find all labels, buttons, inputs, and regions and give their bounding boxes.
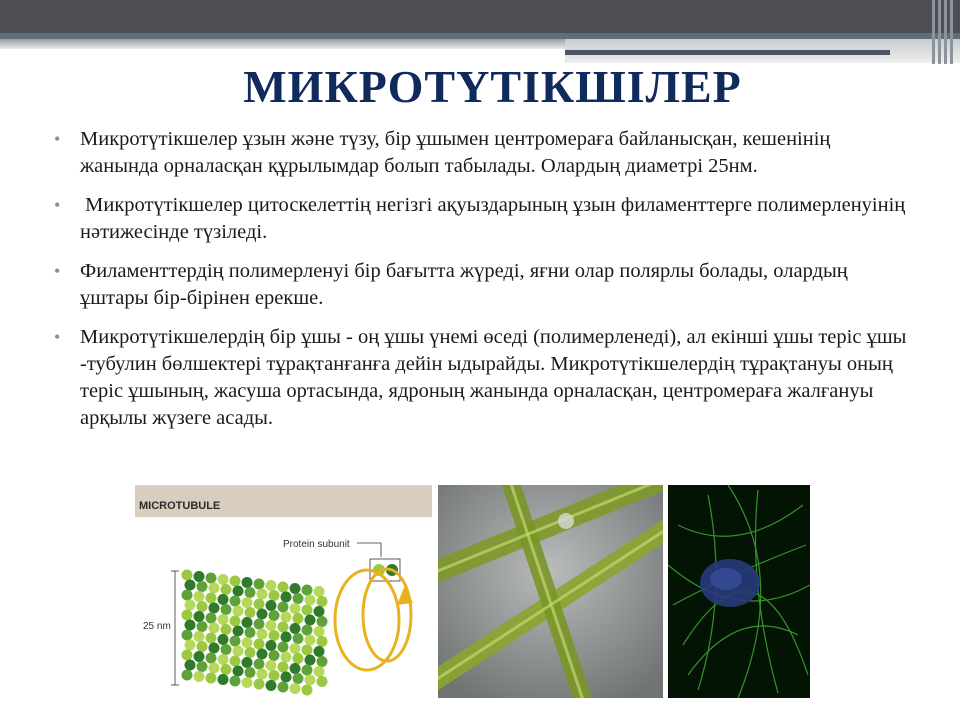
subunit [314,626,325,637]
subunit [206,613,217,624]
subunit [194,671,205,682]
subunit [314,666,325,677]
subunit [317,636,328,647]
subunit [185,620,196,631]
subunit [305,655,316,666]
bullet-item [50,324,910,432]
subunit [269,670,280,681]
bullet-text: Микротүтікшелердің бір ұшы - оң ұшы үнемі өседі (полимерленеді), ал екінші ұшы теріс ұшы -тубулин бөлшектері тұрақтанғанға дейін ыдырайды. Микротүтікшелердің тұрақтануы оның теріс ұшының, жасуша ортасында, ядроның жанында орналасқан, центромераға жалғануы арқылы жүзеге асады. [80,326,907,429]
bullet-text: Микротүтікшелер ұзын және түзу, бір ұшымен центромераға байланысқан, кешенінің жанында орналасқан құрылымдар болып табылады. Олардың диаметрі 25нм. [80,128,831,177]
subunit [317,656,328,667]
subunit [302,625,313,636]
slide-title: МИКРОТҮТІКШІЛЕР [243,61,742,112]
subunit [194,631,205,642]
subunit [221,624,232,635]
subunit [194,651,205,662]
subunit [269,590,280,601]
bullet-list [50,126,910,444]
subunit [206,573,217,584]
bullet-icon: • [54,327,61,347]
subunit [305,675,316,686]
subunit [242,637,253,648]
subunit [302,585,313,596]
subunit [218,634,229,645]
subunit [197,581,208,592]
subunit [290,583,301,594]
subunit [197,601,208,612]
subunit [194,591,205,602]
subunit [290,663,301,674]
subunit [278,622,289,633]
subunit [293,653,304,664]
bullet-text: Филаменттердің полимерленуі бір бағытта жүреді, яғни олар полярлы болады, олардың ұштары бір-бірінен ерекше. [80,260,848,309]
subunit [317,616,328,627]
subunit [302,645,313,656]
subunit [278,582,289,593]
subunit [218,674,229,685]
subunit [266,640,277,651]
subunit [194,571,205,582]
subunit [278,662,289,673]
subunit [305,615,316,626]
subunit [254,619,265,630]
diagram-header: MICROTUBULE [139,500,221,512]
subunit [233,626,244,637]
subunit [254,659,265,670]
subunit [245,647,256,658]
decorative-vertical-bars [932,0,958,64]
subunit [317,676,328,687]
subunit [314,646,325,657]
subunit [218,654,229,665]
subunit [257,609,268,620]
subunit [206,633,217,644]
subunit [254,679,265,690]
subunit [221,664,232,675]
diagram-subunit-label: Protein subunit [283,539,350,550]
subunit [230,636,241,647]
subunit [266,680,277,691]
subunit [206,593,217,604]
subunit [209,623,220,634]
subunit [266,660,277,671]
subunit [221,644,232,655]
fluorescence-micrograph [668,485,810,698]
diagram-diameter-label: 25 nm [143,621,171,632]
bullet-item [50,258,910,312]
subunit [230,676,241,687]
subunit [233,666,244,677]
subunit [293,673,304,684]
subunit [266,620,277,631]
subunit [233,646,244,657]
subunit [281,652,292,663]
subunit [206,673,217,684]
subunit [245,667,256,678]
subunit [305,595,316,606]
subunit [185,580,196,591]
subunit [254,599,265,610]
subunit [218,614,229,625]
subunit [293,593,304,604]
microtubule-diagram [135,485,432,698]
bullet-icon: • [54,129,61,149]
subunit [218,574,229,585]
subunit [269,650,280,661]
subunit [257,649,268,660]
subunit [209,603,220,614]
subunit [290,683,301,694]
subunit [278,602,289,613]
subunit [194,611,205,622]
subunit [185,600,196,611]
subunit [230,596,241,607]
subunit [305,635,316,646]
bullet-item [50,126,910,180]
subunit [254,639,265,650]
subunit [242,617,253,628]
subunit [257,629,268,640]
growth-arrow-icon [397,585,413,605]
subunit [230,616,241,627]
subunit [242,677,253,688]
subunit [209,643,220,654]
subunit [185,660,196,671]
bullet-item [50,192,910,246]
subunit [209,663,220,674]
subunit [302,605,313,616]
subunit [281,592,292,603]
subunit [182,570,193,581]
subunit [221,584,232,595]
subunit [197,641,208,652]
subunit [281,672,292,683]
subunit [257,669,268,680]
helix-arrow [335,570,399,670]
subunit [245,627,256,638]
subunit [206,653,217,664]
electron-micrograph [438,485,663,698]
subunit [182,630,193,641]
subunit [182,610,193,621]
subunit [254,579,265,590]
subunit [290,603,301,614]
header-rule [565,50,890,55]
subunit [182,590,193,601]
subunit [293,633,304,644]
subunit [245,607,256,618]
subunit [317,596,328,607]
subunit [290,643,301,654]
subunit [209,583,220,594]
subunit [230,656,241,667]
subunit [278,682,289,693]
subunit [182,670,193,681]
subunit [302,665,313,676]
subunit [281,632,292,643]
subunit [269,630,280,641]
subunit [278,642,289,653]
subunit [233,606,244,617]
bullet-icon: • [54,261,61,281]
subunit [242,657,253,668]
subunit [182,650,193,661]
subunit [233,586,244,597]
subunit [197,661,208,672]
subunit [242,577,253,588]
microtubule-subunits [182,570,328,696]
subunit [218,594,229,605]
subunit [293,613,304,624]
subunit [314,606,325,617]
header-shade-left [0,39,565,49]
subunit [266,580,277,591]
bullet-text: Микротүтікшелер цитоскелеттің негізгі ақуыздарының ұзын филаменттерге полимерленуінің нәтижесінде түзіледі. [80,194,911,243]
subunit [230,576,241,587]
bullet-icon: • [54,195,61,215]
subunit [242,597,253,608]
subunit [290,623,301,634]
subunit [257,589,268,600]
subunit [221,604,232,615]
subunit [314,586,325,597]
subunit [269,610,280,621]
subunit [266,600,277,611]
subunit [185,640,196,651]
subunit [281,612,292,623]
subunit [302,685,313,696]
subunit [245,587,256,598]
subunit [197,621,208,632]
